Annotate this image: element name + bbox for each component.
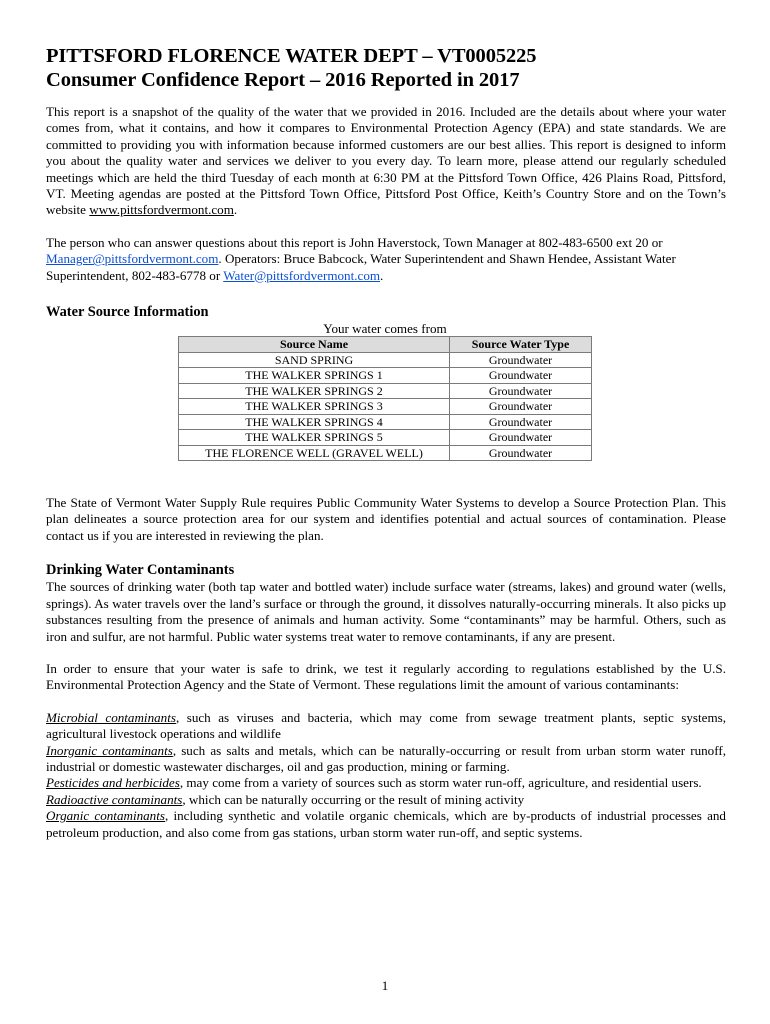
contaminant-item: Pesticides and herbicides, may come from a variety of sources such as storm water run-off, agriculture, and residential users. (46, 775, 702, 791)
contaminants-heading: Drinking Water Contaminants (46, 562, 235, 579)
source-name: THE WALKER SPRINGS 2 (179, 383, 450, 399)
document-page (46, 44, 726, 841)
contaminant-item: Microbial contaminants, such as viruses and bacteria, which may come from sewage treatment plants, septic systems, agricultural livestock operations and wildlife (46, 709, 727, 742)
source-type: Groundwater (450, 383, 592, 399)
contaminant-term: Microbial contaminants (46, 709, 176, 725)
contaminants-paragraph-2: In order to ensure that your water is safe to drink, we test it regularly according to regulations established by the U.S. Environmental Protection Agency and the State of Vermont. These regulations limit the amount of various contaminants: (46, 660, 726, 693)
source-name: THE WALKER SPRINGS 4 (179, 414, 450, 430)
contaminant-item: Inorganic contaminants, such as salts and metals, which can be naturally-occurring or result from urban storm water runoff, industrial or domestic wastewater discharges, oil and gas production, mining or farming. (46, 742, 726, 774)
table-row (179, 368, 592, 384)
source-protection-paragraph: The State of Vermont Water Supply Rule requires Public Community Water Systems to develop a Source Protection Plan. This plan delineates a source protection area for our system and identifies potential and actual sources of contamination. Please contact us if you are interested in reviewing the plan. (46, 495, 726, 543)
contaminant-term: Pesticides and herbicides (46, 775, 180, 791)
source-type: Groundwater (450, 352, 592, 368)
column-header-source-type: Source Water Type (450, 337, 592, 353)
page-number: 1 (381, 978, 389, 993)
source-type: Groundwater (450, 414, 592, 430)
contaminant-term: Radioactive contaminants (46, 791, 183, 807)
source-type: Groundwater (450, 399, 592, 415)
source-name: THE WALKER SPRINGS 5 (179, 430, 450, 446)
manager-email-link[interactable]: Manager@pittsfordvermont.com (46, 251, 219, 267)
table-row (179, 352, 592, 368)
report-title-line2: Consumer Confidence Report – 2016 Reported in 2017 (46, 69, 520, 91)
table-row (179, 430, 592, 446)
contaminants-paragraph-1: The sources of drinking water (both tap water and bottled water) include surface water (streams, lakes) and ground water (wells, springs). As water travels over the land’s surface or through the ground, it dissolves naturally-occurring minerals. It also picks up substances resulting from the presence of animals and human activity. Some “contaminants” may be harmful. Others, such as iron and sulfur, are not harmful. Public water systems treat water to remove contaminants, if any are present. (46, 579, 726, 644)
contaminant-item: Radioactive contaminants, which can be naturally occurring or the result of mining activity (46, 791, 525, 807)
contaminant-term: Organic contaminants (46, 808, 165, 824)
source-name: SAND SPRING (179, 352, 450, 368)
source-name: THE WALKER SPRINGS 3 (179, 399, 450, 415)
contact-paragraph: The person who can answer questions about this report is John Haverstock, Town Manager at 802-483-6500 ext 20 or Manager@pittsfordvermont.com. Operators: Bruce Babcock, Water Superintendent and Shawn Hendee, Assistant Water Superintendent, 802-483-6778 or Water@pittsfordvermont.com. (46, 234, 676, 283)
table-header-row (179, 337, 592, 353)
table-row (179, 399, 592, 415)
contaminant-item: Organic contaminants, including synthetic and volatile organic chemicals, which are by-products of industrial processes and petroleum production, and also come from gas stations, urban storm water run-off, and septic systems. (46, 808, 726, 840)
table-row (179, 383, 592, 399)
table-row (179, 445, 592, 461)
table-caption: Your water comes from (323, 321, 447, 337)
website-link[interactable]: www.pittsfordvermont.com (89, 202, 234, 218)
column-header-source-name: Source Name (179, 337, 450, 353)
source-name: THE WALKER SPRINGS 1 (179, 368, 450, 384)
water-source-heading: Water Source Information (46, 304, 209, 321)
report-title-line1: PITTSFORD FLORENCE WATER DEPT – VT0005225 (46, 45, 537, 67)
source-type: Groundwater (450, 430, 592, 446)
water-source-table (178, 336, 592, 461)
water-email-link[interactable]: Water@pittsfordvermont.com (223, 267, 381, 283)
source-type: Groundwater (450, 445, 592, 461)
source-name: THE FLORENCE WELL (GRAVEL WELL) (179, 445, 450, 461)
intro-paragraph: This report is a snapshot of the quality of the water that we provided in 2016. Included are the details about where your water comes from, what it contains, and how it compares to Environmental Protection Agency (EPA) and state standards. We are committed to providing you with information because informed customers are our best allies. This report is designed to inform you about the quality water and services we deliver to you every day. To learn more, please attend our regularly scheduled meetings which are held the third Tuesday of each month at 6:30 PM at the Pittsford Town Office, 426 Plains Road, Pittsford, VT. Meeting agendas are posted at the Pittsford Town Office, Pittsford Post Office, Keith’s Country Store and on the Town’s website www.pittsfordvermont.com. (46, 104, 726, 218)
source-type: Groundwater (450, 368, 592, 384)
contaminant-term: Inorganic contaminants (46, 742, 173, 758)
table-row (179, 414, 592, 430)
